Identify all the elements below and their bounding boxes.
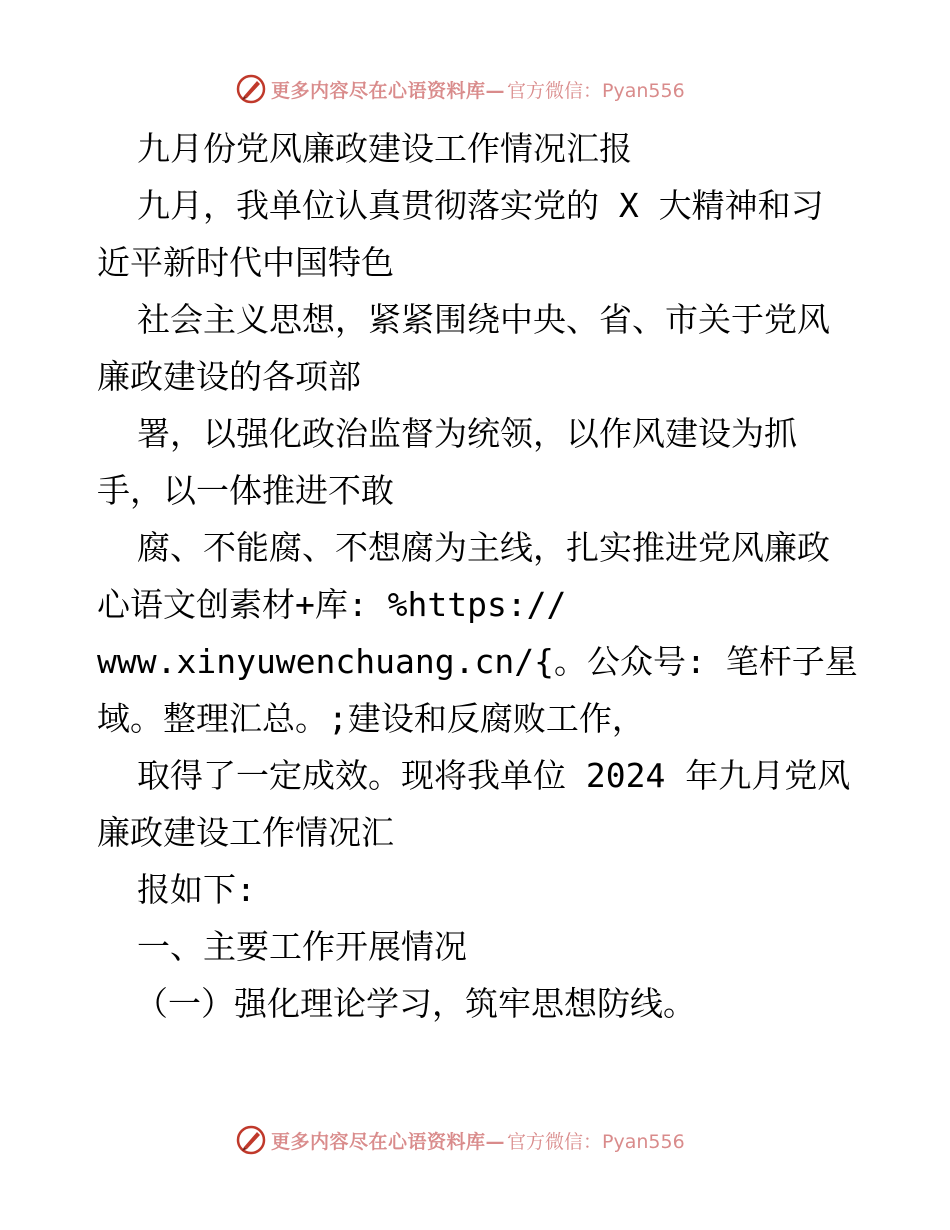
pen-logo-icon: [235, 73, 267, 105]
doc-line: 廉政建设的各项部: [97, 357, 361, 396]
header-watermark: [235, 72, 685, 106]
doc-line: 近平新时代中国特色: [97, 243, 394, 282]
document-body: [97, 120, 857, 1032]
doc-line: 腐、不能腐、不想腐为主线，扎实推进党风廉政: [137, 528, 830, 567]
doc-line: www.xinyuwenchuang.cn/{。公众号: 笔杆子星: [97, 642, 858, 681]
watermark-wechat-text: 官方微信：Pyan556: [507, 1130, 685, 1153]
doc-line: 取得了一定成效。现将我单位 2024 年九月党风: [137, 756, 851, 795]
doc-line: 署，以强化政治监督为统领，以作风建设为抓: [137, 414, 797, 453]
doc-line: 报如下:: [137, 870, 256, 909]
doc-line: 手，以一体推进不敢: [97, 471, 394, 510]
doc-title: 九月份党风廉政建设工作情况汇报: [137, 129, 632, 168]
subsection-heading: （一）强化理论学习，筑牢思想防线。: [135, 984, 696, 1023]
doc-line: 廉政建设工作情况汇: [97, 813, 394, 852]
doc-line: 域。整理汇总。;建设和反腐败工作，: [97, 699, 645, 738]
watermark-main-text: 更多内容尽在心语资料库—: [271, 1130, 506, 1153]
section-heading: 一、主要工作开展情况: [137, 927, 467, 966]
doc-line: 九月，我单位认真贯彻落实党的 X 大精神和习: [137, 186, 824, 225]
footer-watermark: [235, 1123, 685, 1157]
doc-line: 心语文创素材+库: %https://: [97, 585, 567, 624]
watermark-wechat-text: 官方微信：Pyan556: [507, 79, 685, 102]
watermark-main-text: 更多内容尽在心语资料库—: [271, 79, 506, 102]
doc-line: 社会主义思想，紧紧围绕中央、省、市关于党风: [137, 300, 830, 339]
pen-logo-icon: [235, 1124, 267, 1156]
